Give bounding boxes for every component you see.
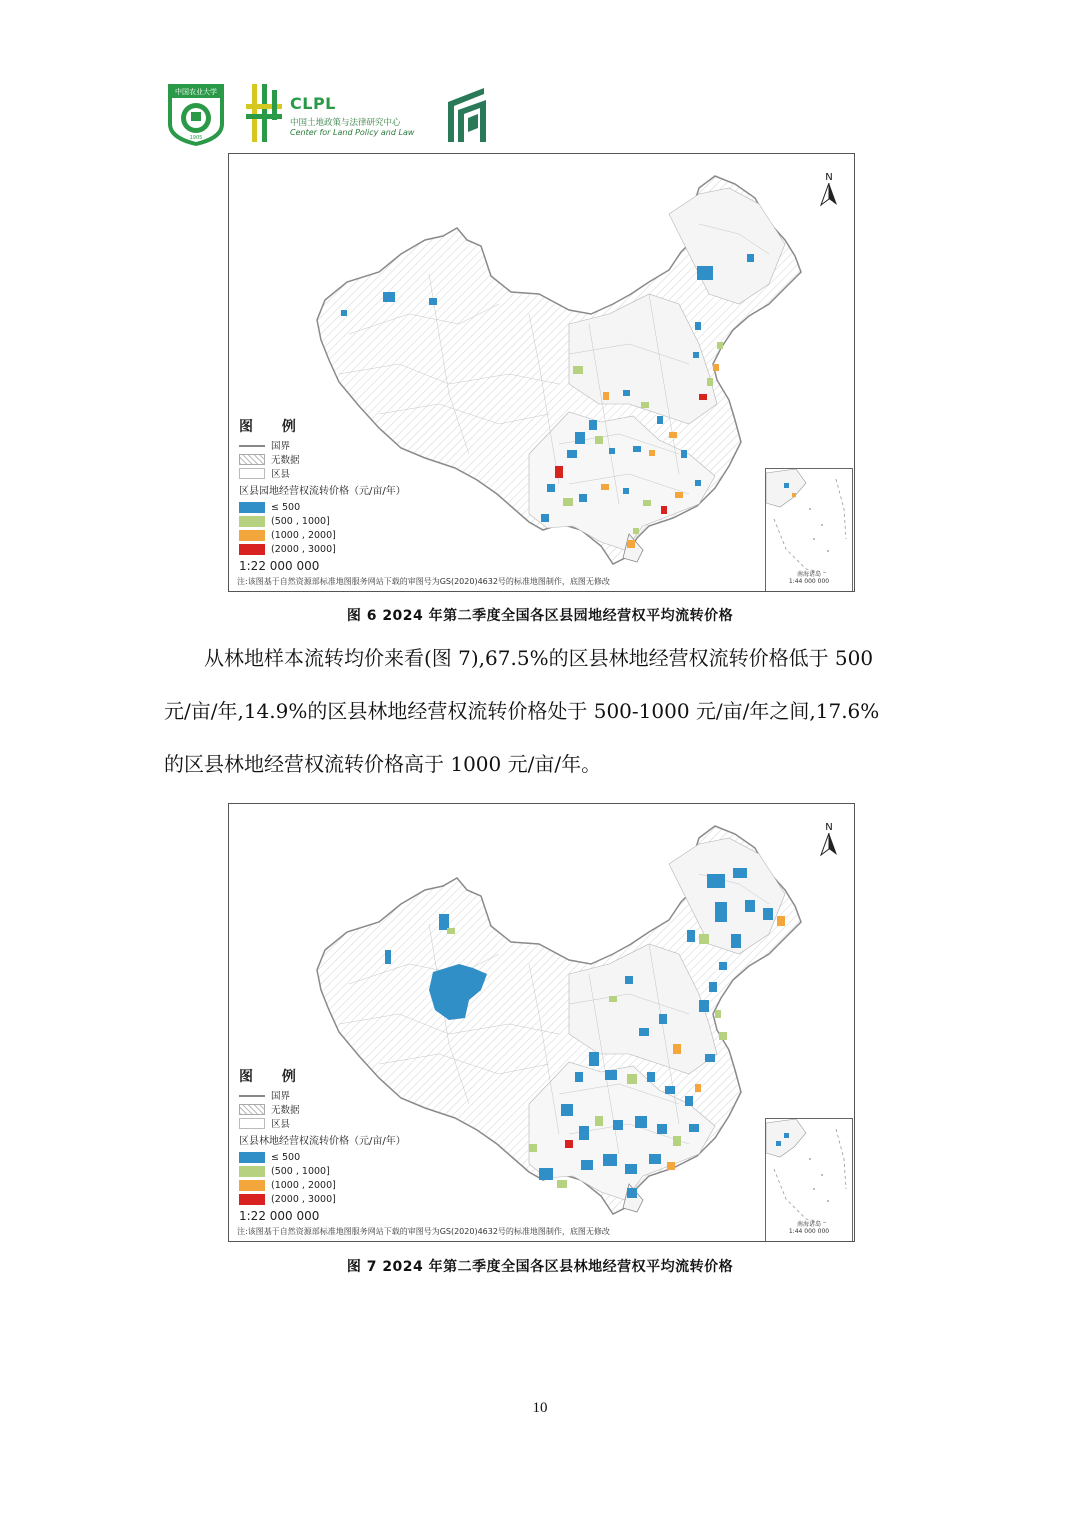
paragraph-line-1: 从林地样本流转均价来看(图 7),67.5%的区县林地经营权流转价格低于 500 [204,646,874,670]
legend-border-row: 国界 [239,438,406,452]
paragraph-line-2: 元/亩/年,14.9%的区县林地经营权流转价格处于 500-1000 元/亩/年之间,17.6% [164,699,880,723]
university-seal-logo [162,80,230,148]
north-arrow-icon [819,183,839,207]
legend-nodata-row: 无数据 [239,452,406,466]
map-scale: 1:22 000 000 [239,1209,320,1223]
figure6-legend [239,416,406,573]
south-china-sea-inset [765,468,853,592]
inset-scale: 1:44 000 000 [788,578,830,585]
legend-class-4: (2000 , 3000] [239,542,406,556]
legend-county-row: 区县 [239,1116,406,1130]
legend-class-2: (500 , 1000] [239,514,406,528]
header-logos [162,78,502,150]
south-china-sea-inset [765,1118,853,1242]
legend-class-1: ≤ 500 [239,1150,406,1164]
legend-subtitle: 区县林地经营权流转价格（元/亩/年） [239,1136,406,1147]
legend-class-3: (1000 , 2000] [239,528,406,542]
legend-nodata-row: 无数据 [239,1102,406,1116]
clpl-english-name: Center for Land Policy and Law [290,128,415,137]
legend-border-row: 国界 [239,1088,406,1102]
legend-county-row: 区县 [239,466,406,480]
inset-label: 南海诸岛 [796,571,821,578]
clpl-chinese-name: 中国土地政策与法律研究中心 [290,118,401,128]
map-note: 注:该图基于自然资源部标准地图服务网站下载的审图号为GS(2020)4632号的标准地图制作，底图无修改 [237,1227,610,1236]
map-scale: 1:22 000 000 [239,559,320,573]
legend-class-2: (500 , 1000] [239,1164,406,1178]
north-label: N [825,172,833,183]
seal-year: 1905 [189,135,203,141]
clpl-title: CLPL [290,94,336,113]
north-label: N [825,822,833,833]
body-paragraph [164,632,924,791]
figure7-map [228,803,855,1242]
seal-text: 中国农业大学 [175,88,217,96]
north-arrow [819,822,839,862]
institute-logo [444,84,492,144]
clpl-logo [246,80,426,146]
inset-label: 南海诸岛 [796,1221,821,1228]
legend-subtitle: 区县园地经营权流转价格（元/亩/年） [239,486,406,497]
paragraph-line-3: 的区县林地经营权流转价格高于 1000 元/亩/年。 [164,752,602,776]
clpl-mark-icon [246,80,288,146]
figure7-legend [239,1066,406,1223]
north-arrow-icon [819,833,839,857]
figure6-map [228,153,855,592]
map-note: 注:该图基于自然资源部标准地图服务网站下载的审图号为GS(2020)4632号的标准地图制作，底图无修改 [237,577,610,586]
legend-class-1: ≤ 500 [239,500,406,514]
figure7-caption: 图 7 2024 年第二季度全国各区县林地经营权平均流转价格 [346,1259,734,1275]
figure6-caption: 图 6 2024 年第二季度全国各区县园地经营权平均流转价格 [346,608,734,624]
legend-title: 图 例 [239,419,308,435]
legend-class-3: (1000 , 2000] [239,1178,406,1192]
north-arrow [819,172,839,212]
page-number: 10 [532,1400,548,1416]
legend-class-4: (2000 , 3000] [239,1192,406,1206]
inset-scale: 1:44 000 000 [788,1228,830,1235]
legend-title: 图 例 [239,1069,308,1085]
